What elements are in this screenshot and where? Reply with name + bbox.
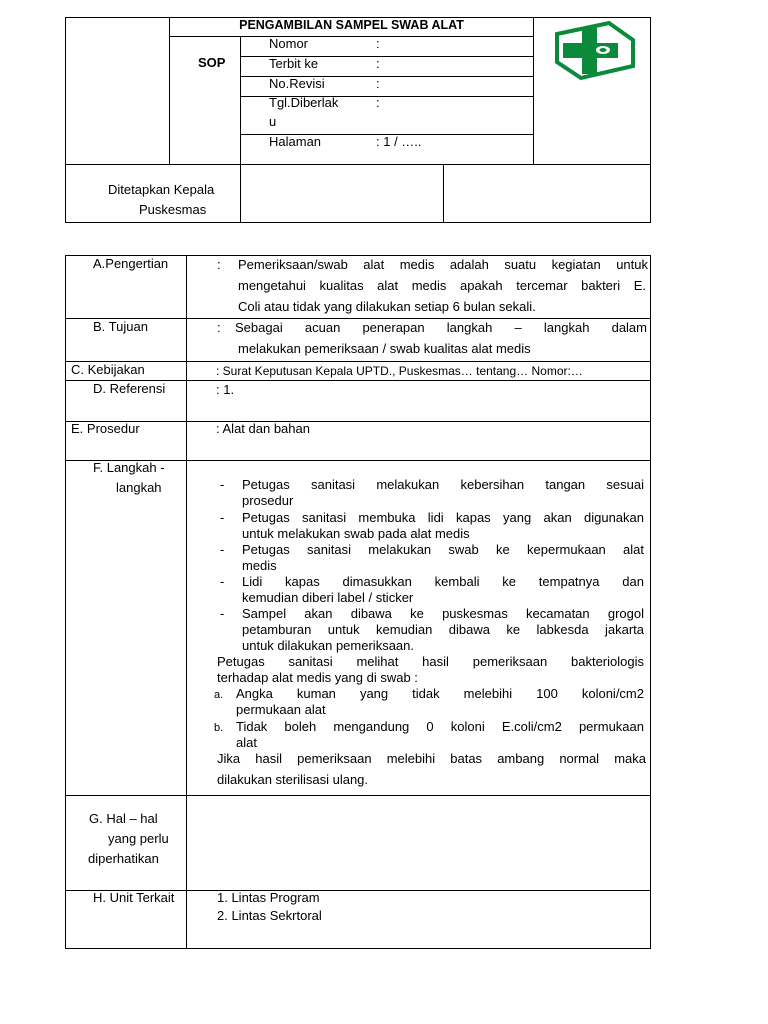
section-pengertian-label: A.Pengertian [93, 256, 169, 271]
field-tgl-label-cont: u [269, 114, 277, 129]
step-bullet: - [220, 606, 225, 621]
document-title: PENGAMBILAN SAMPEL SWAB ALAT [239, 18, 464, 32]
section-pengertian-colon: : [217, 257, 221, 272]
section-langkah-label: F. Langkah - [93, 460, 165, 475]
section-kebijakan-label: C. Kebijakan [71, 362, 145, 377]
item-b-line-2: alat [236, 735, 257, 750]
step-1-line-2: prosedur [242, 493, 294, 508]
item-a-line-2: permukaan alat [236, 702, 326, 717]
item-a-line-1: Angka kuman yang tidak melebihi 100 koloni/cm2 [236, 686, 644, 701]
item-b-line-1: Tidak boleh mengandung 0 koloni E.coli/cm2 permukaan [236, 719, 644, 734]
step-2-line-2: untuk melakukan swab pada alat medis [242, 526, 470, 541]
field-halaman-value: : 1 / ….. [376, 134, 422, 149]
step-5-line-2: petamburan untuk kemudian dibawa ke labkesda jakarta [242, 622, 644, 637]
step-2-line-1: Petugas sanitasi membuka lidi kapas yang akan digunakan [242, 510, 644, 525]
hasil-paragraph-line-1: Petugas sanitasi melihat hasil pemeriksaan bakteriologis [217, 654, 644, 669]
prosedur-text: : Alat dan bahan [216, 421, 310, 436]
step-3-line-2: medis [242, 558, 277, 573]
section-tujuan-colon: : [217, 320, 221, 335]
step-1-line-1: Petugas sanitasi melakukan kebersihan tangan sesuai [242, 477, 644, 492]
step-5-line-1: Sampel akan dibawa ke puskesmas kecamatan grogol [242, 606, 644, 621]
section-hal-label-cont: yang perlu [108, 831, 169, 846]
field-tgl-value: : [376, 95, 380, 110]
field-nomor-value: : [376, 36, 380, 51]
step-bullet: - [220, 542, 225, 557]
step-bullet: - [220, 574, 225, 589]
field-terbit-label: Terbit ke [269, 56, 319, 71]
ditetapkan-label: Ditetapkan Kepala [108, 182, 215, 197]
section-referensi-label: D. Referensi [93, 381, 166, 396]
tujuan-line-1: Sebagai acuan penerapan langkah – langkah dalam [235, 320, 647, 335]
closing-line-2: dilakukan sterilisasi ulang. [217, 772, 369, 787]
step-bullet: - [220, 477, 225, 492]
step-5-line-3: untuk dilakukan pemeriksaan. [242, 638, 414, 653]
unit-item: 1. Lintas Program [217, 890, 320, 905]
field-tgl-label: Tgl.Diberlak [269, 95, 339, 110]
puskesmas-logo-icon [553, 20, 637, 82]
step-3-line-1: Petugas sanitasi melakukan swab ke kepermukaan alat [242, 542, 644, 557]
section-hal-label-cont2: diperhatikan [88, 851, 159, 866]
field-halaman-label: Halaman [269, 134, 322, 149]
section-unit-label: H. Unit Terkait [93, 890, 175, 905]
referensi-text: : 1. [216, 382, 235, 397]
unit-item: 2. Lintas Sekrtoral [217, 908, 322, 923]
section-tujuan-label: B. Tujuan [93, 319, 148, 334]
step-4-line-1: Lidi kapas dimasukkan kembali ke tempatnya dan [242, 574, 644, 589]
pengertian-line-2: mengetahui kualitas alat medis apakah tercemar bakteri E. [238, 278, 646, 293]
step-bullet: - [220, 510, 225, 525]
field-revisi-label: No.Revisi [269, 76, 325, 91]
pengertian-line-3: Coli atau tidak yang dilakukan setiap 6 bulan sekali. [238, 299, 536, 314]
section-prosedur-label: E. Prosedur [71, 421, 140, 436]
item-b-marker: b. [214, 722, 224, 734]
field-revisi-value: : [376, 76, 380, 91]
pengertian-line-1: Pemeriksaan/swab alat medis adalah suatu kegiatan untuk [238, 257, 648, 272]
section-hal-label: G. Hal – hal [89, 811, 158, 826]
sop-label: SOP [198, 55, 226, 70]
kebijakan-text: : Surat Keputusan Kepala UPTD., Puskesmas… tentang… Nomor:… [216, 364, 583, 378]
hasil-paragraph-line-2: terhadap alat medis yang di swab : [217, 670, 418, 685]
item-a-marker: a. [214, 689, 224, 701]
ditetapkan-label-cont: Puskesmas [139, 202, 207, 217]
section-langkah-label-cont: langkah [116, 480, 162, 495]
field-terbit-value: : [376, 56, 380, 71]
step-4-line-2: kemudian diberi label / sticker [242, 590, 414, 605]
tujuan-line-2: melakukan pemeriksaan / swab kualitas alat medis [238, 341, 531, 356]
closing-line-1: Jika hasil pemeriksaan melebihi batas ambang normal maka [217, 751, 646, 766]
field-nomor-label: Nomor [269, 36, 309, 51]
